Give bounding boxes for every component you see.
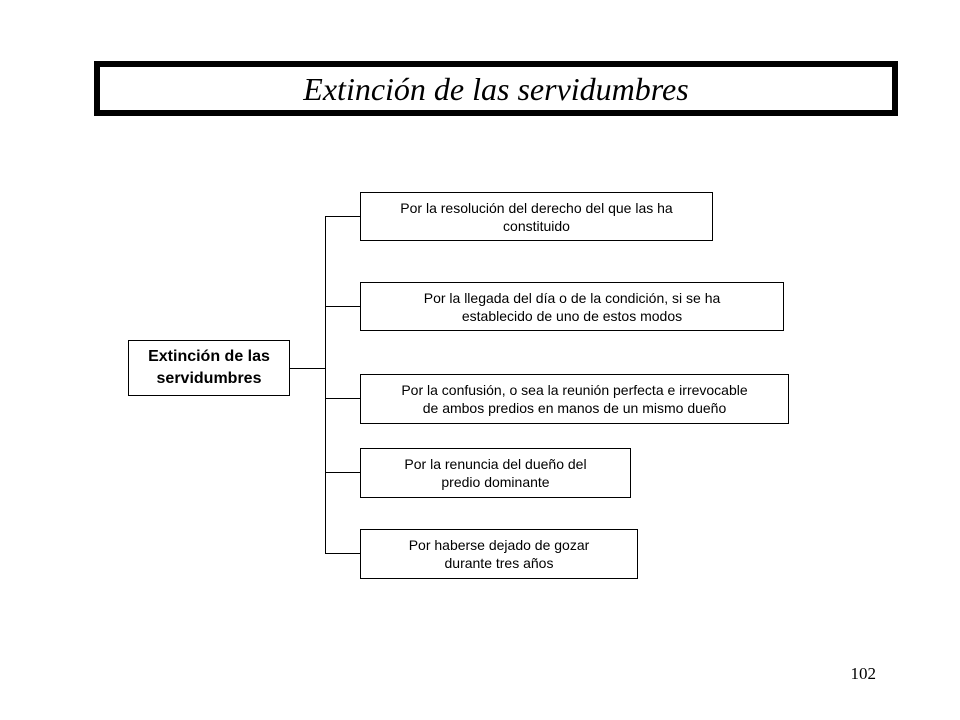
slide-title-box xyxy=(94,61,898,116)
branch-connector-1 xyxy=(325,216,360,217)
branch-node-2-line-2: establecido de uno de estos modos xyxy=(461,307,683,324)
slide-title: Extinción de las servidumbres xyxy=(303,70,689,107)
branch-node-5-line-1: Por haberse dejado de gozar xyxy=(408,537,590,553)
branch-node-3 xyxy=(360,374,789,424)
trunk-line xyxy=(325,216,326,554)
branch-node-2 xyxy=(360,282,784,331)
branch-connector-4 xyxy=(325,472,360,473)
branch-node-4-line-2: predio dominante xyxy=(441,474,550,490)
root-node-line-2: servidumbres xyxy=(156,370,262,387)
branch-node-5 xyxy=(360,529,638,579)
branch-node-4 xyxy=(360,448,631,498)
branch-connector-3 xyxy=(325,398,360,399)
branch-node-3-line-2: de ambos predios en manos de un mismo dueño xyxy=(422,400,727,416)
root-node-line-1: Extinción de las xyxy=(148,348,270,365)
branch-node-1 xyxy=(360,192,713,241)
branch-node-3-line-1: Por la confusión, o sea la reunión perfecta e irrevocable xyxy=(401,382,748,398)
branch-connector-2 xyxy=(325,306,360,307)
branch-node-5-line-2: durante tres años xyxy=(444,555,554,571)
branch-node-4-line-1: Por la renuncia del dueño del xyxy=(404,456,587,472)
branch-node-1-line-2: constituido xyxy=(503,217,570,234)
root-connector xyxy=(290,368,326,369)
root-node xyxy=(128,340,290,396)
page-number: 102 xyxy=(850,664,876,683)
branch-connector-5 xyxy=(325,553,360,554)
branch-node-1-line-1: Por la resolución del derecho del que las ha xyxy=(400,199,673,216)
branch-node-2-line-1: Por la llegada del día o de la condición, si se ha xyxy=(423,289,721,306)
